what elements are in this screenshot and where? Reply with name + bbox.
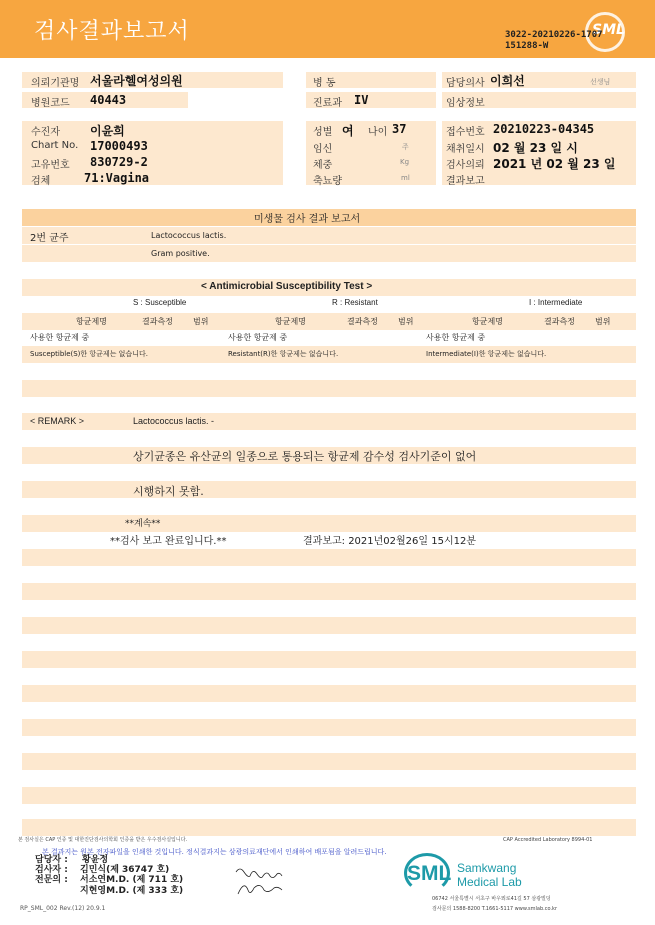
doc-number-2: 151288-W — [505, 41, 549, 51]
recipient-value: 이윤희 — [90, 124, 125, 138]
header-bar — [0, 0, 655, 58]
doctor-label: 담당의사 — [446, 78, 485, 89]
copy-notice: 본 결과지는 원본 전자파일을 인쇄한 것입니다. 정식결과지는 삼광의료재단에서 인쇄하여 배포됨을 알려드립니다. — [42, 848, 387, 856]
collected-label: 채취일시 — [446, 144, 485, 155]
table-header-result-3: 결과측정 — [544, 317, 575, 326]
lab-name-1: Samkwang — [457, 861, 517, 875]
dept-label: 진료과 — [313, 98, 342, 109]
receipt-no-label: 접수번호 — [446, 127, 485, 138]
gram-stain: Gram positive. — [151, 249, 210, 258]
remark-label: < REMARK > — [30, 416, 85, 426]
specimen-label: 검체 — [31, 176, 51, 187]
specialist-1: 서소연M.D. (제 711 호) — [80, 875, 184, 885]
table-header-range-2: 범위 — [398, 317, 414, 326]
table-header-result-2: 결과측정 — [347, 317, 378, 326]
status-note-r: Resistant(R)한 항균제는 없습니다. — [228, 350, 339, 358]
urine-label: 축뇨량 — [313, 176, 342, 187]
pregnancy-unit: 주 — [402, 143, 409, 151]
weight-label: 체중 — [313, 160, 333, 171]
ast-title: < Antimicrobial Susceptibility Test > — [201, 281, 373, 292]
age-value: 37 — [392, 122, 407, 136]
available-note-r: 사용한 항균제 중 — [228, 333, 288, 342]
unique-no-value: 830729-2 — [90, 155, 148, 169]
hospital-code-label: 병원코드 — [31, 98, 70, 109]
form-code: RP_SML_002 Rev.(12) 20.9.1 — [20, 905, 106, 912]
result-report-label: 결과보고 — [446, 176, 485, 187]
table-header-drug-2: 항균제명 — [275, 317, 306, 326]
sml-logo-text: SML — [407, 862, 452, 885]
susceptible-legend: S : Susceptible — [133, 298, 187, 307]
recipient-label: 수진자 — [31, 127, 60, 138]
status-note-s: Susceptible(S)한 항균제는 없습니다. — [30, 350, 148, 358]
isolate-label: 2번 균주 — [30, 233, 69, 244]
doc-number-1: 3022-20210226-1707 — [505, 30, 603, 40]
table-header-drug-1: 항균제명 — [76, 317, 107, 326]
specimen-value: 71:Vagina — [84, 171, 150, 185]
institution-label: 의뢰기관명 — [31, 78, 80, 89]
fineprint-left: 본 검사실은 CAP 인증 및 대한진단검사의학회 인증을 받은 우수검사실입니다. — [18, 837, 188, 843]
specialist-2: 지현영M.D. (제 333 호) — [80, 886, 184, 896]
sex-value: 여 — [342, 124, 354, 138]
dept-value: IV — [354, 93, 369, 107]
organism-name: Lactococcus lactis. — [151, 231, 227, 240]
table-header-range-1: 범위 — [193, 317, 209, 326]
result-time: 결과보고: 2021년02월26일 15시12분 — [303, 536, 477, 547]
specialist-label: 전문의 : — [35, 875, 68, 885]
header-logo: SML — [592, 22, 625, 38]
table-header-drug-3: 항균제명 — [472, 317, 503, 326]
tester-value: 김민식(제 36747 호) — [80, 865, 170, 875]
age-label: 나이 — [368, 127, 388, 138]
unique-no-label: 고유번호 — [31, 160, 70, 171]
ward-label: 병 동 — [313, 78, 336, 89]
report-title: 검사결과보고서 — [34, 19, 190, 44]
collected-value: 02 월 23 일 시 — [493, 141, 578, 155]
doctor-suffix: 선생님 — [590, 78, 611, 86]
chart-no-label: Chart No. — [31, 140, 79, 151]
status-note-i: Intermediate(I)한 항균제는 없습니다. — [426, 350, 547, 358]
urine-unit: ml — [401, 174, 410, 182]
manager-label: 담당자 : — [35, 855, 68, 865]
weight-unit: Kg — [400, 158, 410, 166]
table-header-result-1: 결과측정 — [142, 317, 173, 326]
available-note-s: 사용한 항균제 중 — [30, 333, 90, 342]
tester-label: 검사자 : — [35, 865, 68, 875]
intermediate-legend: I : Intermediate — [529, 298, 583, 307]
institution-value: 서울라헬여성의원 — [90, 74, 183, 88]
manager-value: 황윤정 — [82, 855, 109, 865]
receipt-no-value: 20210223-04345 — [493, 122, 595, 136]
remark-line-2: 시행하지 못함. — [133, 485, 204, 498]
completed-text: **검사 보고 완료입니다.** — [110, 536, 227, 547]
table-header-range-3: 범위 — [595, 317, 611, 326]
chart-no-value: 17000493 — [90, 139, 148, 153]
lab-name-2: Medical Lab — [457, 875, 522, 889]
available-note-i: 사용한 항균제 중 — [426, 333, 486, 342]
resistant-legend: R : Resistant — [332, 298, 378, 307]
signature-icon — [232, 862, 292, 900]
request-date-label: 검사의뢰 — [446, 160, 485, 171]
remark-line-1: 상기균종은 유산균의 일종으로 통용되는 항균제 감수성 검사기준이 없어 — [133, 450, 477, 463]
pregnancy-label: 임신 — [313, 144, 333, 155]
doctor-value: 이희선 — [490, 74, 525, 88]
remark-organism: Lactococcus lactis. - — [133, 416, 215, 426]
clinical-info-label: 임상정보 — [446, 98, 485, 109]
hospital-code-value: 40443 — [90, 93, 127, 107]
section-title: 미생물 검사 결과 보고서 — [254, 214, 361, 225]
request-date-value: 2021 년 02 월 23 일 — [493, 157, 616, 171]
fineprint-right: CAP Accredited Laboratory 8994-01 — [503, 837, 593, 843]
lab-address: 06742 서울특별시 서초구 바우뫼로41길 57 삼광빌딩 — [432, 896, 551, 902]
sex-label: 성별 — [313, 127, 333, 138]
lab-contact: 검사문의 1588-8200 T.1661-5117 www.smlab.co.kr — [432, 906, 557, 912]
continued-text: **계속** — [125, 519, 161, 529]
